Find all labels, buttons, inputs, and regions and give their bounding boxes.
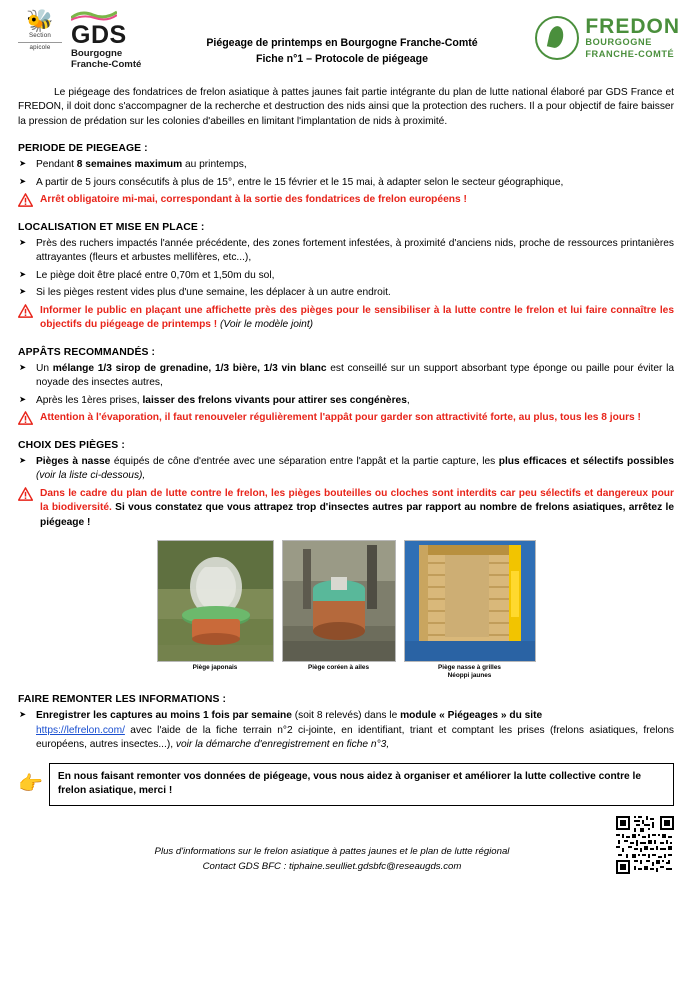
- photo-caption-line1: Piège nasse à grilles: [438, 664, 501, 672]
- gds-region-line2: Franche-Comté: [71, 59, 142, 71]
- bullet-list-informations: [18, 709, 674, 752]
- bullet-text: Un: [36, 362, 53, 374]
- qr-code-icon[interactable]: [616, 816, 674, 874]
- bullet-list-periode: [18, 158, 674, 190]
- gds-section-line2: apicole: [29, 43, 51, 51]
- fredon-wordmark: [585, 16, 680, 59]
- callout-row: [18, 763, 674, 807]
- warning-note: (Voir le modèle joint): [220, 319, 314, 331]
- bullet-list-localisation: [18, 237, 674, 301]
- bullet-text-tail: est conseillé sur un support absorbant type éponge ou paille pour éviter la noyade des insectes autres,: [36, 362, 675, 389]
- bullet-bold: mélange 1/3 sirop de grenadine, 1/3 bière, 1/3 vin blanc: [52, 362, 327, 374]
- footer-line-1: Plus d'informations sur le frelon asiatique à pattes jaunes et le plan de lutte régional: [154, 845, 510, 857]
- warning-localisation: [18, 304, 674, 333]
- gds-logo: [14, 10, 204, 70]
- list-item: [18, 269, 674, 283]
- gds-initials: GDS: [71, 21, 127, 49]
- bullet-text: Pendant: [36, 159, 77, 171]
- fredon-region-line2: FRANCHE-COMTÉ: [585, 48, 675, 59]
- bullet-text-tail: (voir la liste ci-dessous),: [36, 470, 146, 482]
- list-item: [18, 237, 674, 266]
- warning-pieges: [18, 487, 674, 530]
- warning-periode: [18, 193, 674, 207]
- pointing-hand-icon: 👉: [18, 773, 43, 796]
- bullet-bold: Pièges à nasse: [36, 455, 111, 467]
- section-heading-pieges: CHOIX DES PIÈGES :: [18, 439, 125, 451]
- gds-section-apicole-mark: [14, 10, 66, 51]
- bullet-list-pieges: [18, 455, 674, 484]
- bee-icon: 🐝: [26, 8, 54, 33]
- warning-triangle-icon: [18, 411, 33, 425]
- photo-caption-line2: Néoppi jaunes: [447, 672, 492, 680]
- warning-text-2: Si vous constatez que vous attrapez trop d'insectes autres par rapport au nombre de frelons asiatiques, arrêtez le piégeage !: [40, 502, 674, 528]
- section-heading-informations: FAIRE REMONTER LES INFORMATIONS :: [18, 694, 227, 706]
- document-header: [0, 0, 694, 78]
- piege-nasse-a-grilles-photo: [404, 540, 536, 662]
- gds-region-line1: Bourgogne: [71, 48, 123, 60]
- warning-appats: [18, 411, 674, 425]
- divider: [18, 42, 62, 43]
- footer-contact-email: tiphaine.seulliet.gdsbfc@reseaugds.com: [288, 860, 462, 872]
- bullet-text: (soit 8 relevés) dans le: [291, 710, 401, 722]
- photo-item-japonais: [157, 540, 274, 672]
- photo-item-coreen: [282, 540, 396, 672]
- list-item: [18, 286, 674, 300]
- title-line-2: Fiche n°1 – Protocole de piégeage: [255, 52, 429, 65]
- footer-line-2: [58, 859, 606, 874]
- bullet-bold: laisser des frelons vivants pour attirer ses congénères: [142, 394, 407, 406]
- footer-text: [18, 844, 606, 875]
- bullet-bold-2: module « Piégeages » du site: [400, 710, 543, 722]
- fredon-logo: [480, 10, 680, 60]
- piege-coreen-a-ailes-photo: [282, 540, 396, 662]
- document-body: [0, 86, 694, 874]
- bullet-text: A partir de 5 jours consécutifs à plus de 15°, entre le 15 février et le 15 mai, à adapter selon le secteur géographique,: [36, 176, 564, 188]
- intro-paragraph: Le piégeage des fondatrices de frelon asiatique à pattes jaunes fait partie intégrante du plan de lutte national élaboré par GDS France et FREDON, il doit donc s'accompagner de la recherche et destruction des nids ainsi que la protection des ruchers. Il a pour objectif de faire baisser la pression de prédation sur les colonies d'abeilles en limitant l'implantation de nids à proximité.: [18, 87, 674, 127]
- bullet-text-tail: au printemps,: [182, 159, 247, 171]
- list-item: [18, 455, 674, 484]
- warning-triangle-icon: [18, 487, 33, 501]
- bullet-text: Le piège doit être placé entre 0,70m et 1,50m du sol,: [36, 269, 275, 281]
- bullet-text: Près des ruchers impactés l'année précédente, des zones fortement infestées, à proximité d'anciens nids, proche de ressources printanières attrayantes (fleurs et arbustes mellifères, etc...),: [36, 237, 674, 264]
- gds-wordmark: [71, 10, 141, 70]
- leaf-icon: [535, 16, 579, 60]
- photo-item-nasse: [404, 540, 536, 680]
- fredon-region-line1: BOURGOGNE: [585, 37, 652, 48]
- bullet-bold: 8 semaines maximum: [76, 159, 183, 171]
- bullet-bold-2: plus efficaces et sélectifs possibles: [498, 455, 675, 467]
- callout-box: En nous faisant remonter vos données de piégeage, vous nous aidez à organiser et améliorer la lutte collective contre le frelon asiatique, merci !: [49, 763, 674, 807]
- photo-caption: [404, 664, 536, 680]
- section-heading-appats: APPÂTS RECOMMANDÉS :: [18, 346, 156, 358]
- warning-text: Dans le cadre du plan de lutte contre le frelon, les pièges bouteilles ou cloches sont interdits car peu sélectifs et dangereux pour la biodiversité.: [40, 487, 674, 514]
- title-line-1: Piégeage de printemps en Bourgogne Franche-Comté: [206, 37, 478, 49]
- bullet-text-tail: ,: [406, 394, 410, 406]
- warning-triangle-icon: [18, 193, 33, 207]
- bullet-text: équipés de cône d'entrée avec une séparation entre l'appât et la partie capture, les: [110, 455, 499, 467]
- section-heading-periode: PERIODE DE PIEGEAGE :: [18, 143, 148, 155]
- photo-caption: Piège japonais: [192, 664, 238, 672]
- bullet-text: Après les 1ères prises,: [36, 394, 143, 406]
- list-item: [18, 709, 674, 752]
- warning-triangle-icon: [18, 304, 33, 318]
- photo-caption: Piège coréen à ailes: [307, 664, 370, 672]
- warning-text: Informer le public en plaçant une affichette près des pièges pour le sensibiliser à la lutte contre le frelon et lui faire connaître les objectifs du piégeage de printemps !: [40, 304, 674, 331]
- bullet-text-tail: avec l'aide de la fiche terrain n°2 ci-jointe, en identifiant, triant et comptant les prises (frelons asiatiques, frelons européens, autres insectes...),: [36, 724, 674, 751]
- fredon-name: FREDON: [585, 15, 680, 39]
- piege-japonais-photo: [157, 540, 274, 662]
- list-item: [18, 176, 674, 190]
- list-item: [18, 362, 674, 391]
- bullet-bold: Enregistrer les captures au moins 1 fois par semaine: [36, 710, 292, 722]
- list-item: [18, 158, 674, 172]
- page-title: [204, 10, 480, 68]
- list-item: [18, 394, 674, 408]
- photo-gallery: [18, 540, 674, 680]
- bullet-list-appats: [18, 362, 674, 408]
- bullet-text: Si les pièges restent vides plus d'une semaine, les déplacer à un autre endroit.: [36, 287, 391, 299]
- warning-text: Attention à l'évaporation, il faut renouveler régulièrement l'appât pour garder son attractivité forte, au plus, tous les 8 jours !: [40, 412, 641, 424]
- footer-contact-label: Contact GDS BFC :: [202, 860, 289, 872]
- lefrelon-link[interactable]: https://lefrelon.com/: [36, 724, 125, 736]
- bullet-italic: voir la démarche d'enregistrement en fiche n°3,: [175, 739, 390, 751]
- gds-section-line1: Section: [28, 32, 52, 39]
- gds-swoosh-icon: [71, 10, 117, 21]
- warning-text: Arrêt obligatoire mi-mai, correspondant à la sortie des fondatrices de frelon européens !: [40, 194, 467, 206]
- section-heading-localisation: LOCALISATION ET MISE EN PLACE :: [18, 221, 205, 233]
- document-footer: [18, 816, 674, 874]
